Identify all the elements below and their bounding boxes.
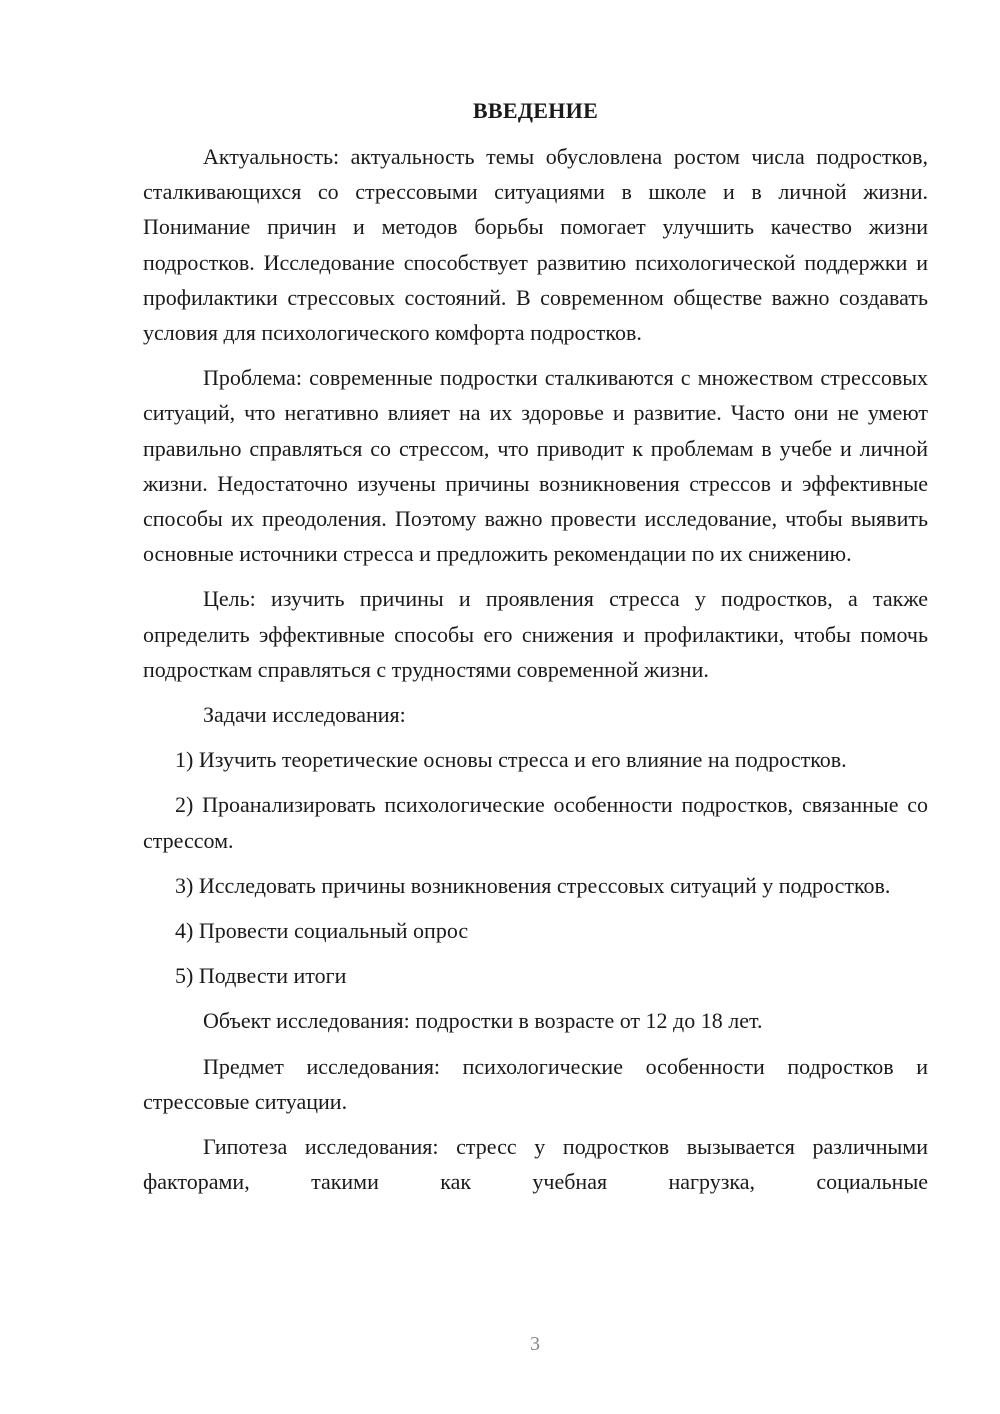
task-item-3: 3) Исследовать причины возникновения стрессовых ситуаций у подростков. (175, 872, 891, 898)
hypothesis-paragraph: Гипотеза исследования: стресс у подростков вызывается различными факторами, такими как учебная нагрузка, социальные (143, 1134, 928, 1195)
research-subject-paragraph: Предмет исследования: психологические особенности подростков и стрессовые ситуации. (143, 1053, 928, 1114)
problem-paragraph: Проблема: современные подростки сталкиваются с множеством стрессовых ситуаций, что негативно влияет на их здоровье и развитие. Часто они не умеют правильно справляться со стрессом, что приводит к проблемам в учебе и личной жизни. Недостаточно изучены причины возникновения стрессов и эффективные способы их преодоления. Поэтому важно провести исследование, чтобы выявить основные источники стресса и предложить рекомендации по их снижению. (143, 365, 928, 567)
relevance-paragraph: Актуальность: актуальность темы обусловлена ростом числа подростков, сталкивающихся со стрессовыми ситуациями в школе и в личной жизни. Понимание причин и методов борьбы помогает улучшить качество жизни подростков. Исследование способствует развитию психологической поддержки и профилактики стрессовых состояний. В современном обществе важно создавать условия для психологического комфорта подростков. (143, 144, 928, 346)
goal-paragraph: Цель: изучить причины и проявления стресса у подростков, а также определить эффективные способы его снижения и профилактики, чтобы помочь подросткам справляться с трудностями современной жизни. (143, 586, 928, 682)
task-item-1: 1) Изучить теоретические основы стресса и его влияние на подростков. (175, 747, 847, 773)
page-title: ВВЕДЕНИЕ (472, 98, 599, 123)
tasks-heading: Задачи исследования: (203, 702, 406, 728)
task-item-4: 4) Провести социальный опрос (175, 918, 469, 944)
research-object-paragraph: Объект исследования: подростки в возрасте от 12 до 18 лет. (203, 1008, 763, 1034)
task-item-2: 2) Проанализировать психологические особенности подростков, связанные со стрессом. (143, 792, 928, 853)
document-page (143, 96, 928, 1209)
page-number: 3 (530, 1333, 540, 1355)
task-item-5: 5) Подвести итоги (175, 963, 347, 989)
